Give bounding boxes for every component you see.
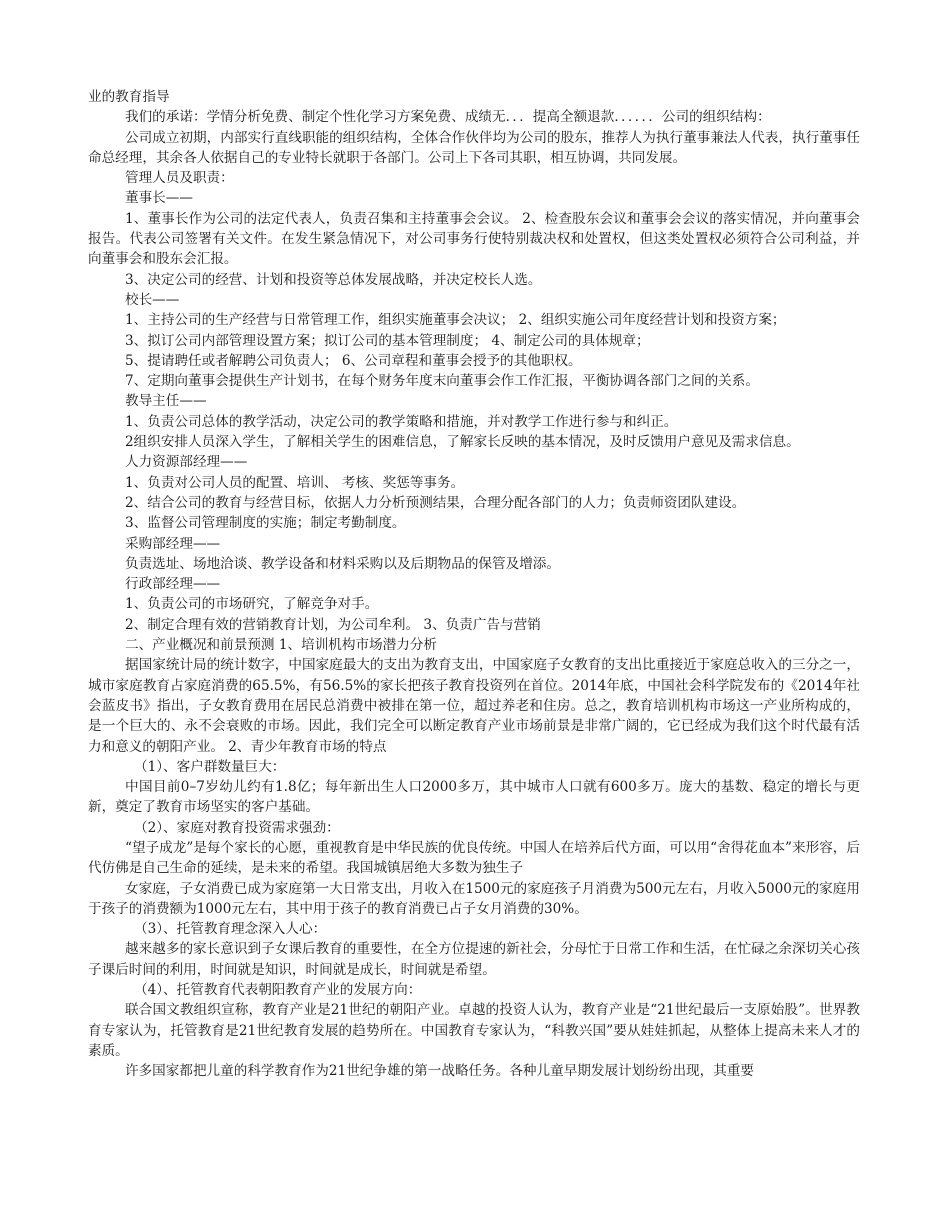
paragraph: 人力资源部经理—— xyxy=(125,454,248,471)
paragraph: 教导主任—— xyxy=(125,393,207,410)
paragraph: 中国目前0–7岁幼儿约有1.8亿；每年新出生人口2000多万，其中城市人口就有600多万。庞大的基数、稳定的增长与更新，奠定了教育市场坚实的客户基础。 xyxy=(88,779,860,816)
paragraph: 公司成立初期，内部实行直线职能的组织结构，全体合作伙伴均为公司的股东，推荐人为执行董事兼法人代表，执行董事任命总经理，其余各人依据自己的专业特长就职于各部门。公司上下各司其职，相互协调，共同发展。 xyxy=(88,129,860,166)
paragraph: “望子成龙”是每个家长的心愿，重视教育是中华民族的优良传统。中国人在培养后代方面，可以用“舍得花血本”来形容，后代仿佛是自己生命的延续，是未来的希望。我国城镇居绝大多数为独生子 xyxy=(88,839,860,877)
paragraph: 7、定期向董事会提供生产计划书，在每个财务年度末向董事会作工作汇报，平衡协调各部门之间的关系。 xyxy=(125,373,759,390)
paragraph: 董事长—— xyxy=(125,190,193,207)
paragraph: 我们的承诺：学情分析免费、制定个性化学习方案免费、成绩无．．．提高全额退款．．．．．．公司的组织结构： xyxy=(125,109,771,126)
paragraph: 行政部经理—— xyxy=(125,576,221,593)
paragraph: 女家庭，子女消费已成为家庭第一大日常支出，月收入在1500元的家庭孩子月消费为500元左右，月收入5000元的家庭用于孩子的消费额为1000元左右，其中用于孩子的教育消费已占子女月消费的30%。 xyxy=(88,880,860,917)
document-body xyxy=(88,87,860,1082)
paragraph: 越来越多的家长意识到子女课后教育的重要性，在全方位提速的新社会，分母忙于日常工作和生活，在忙碌之余深切关心孩子课后时间的利用，时间就是知识，时间就是成长，时间就是希望。 xyxy=(88,941,860,978)
paragraph: （3）、托管教育理念深入人心： xyxy=(134,921,327,938)
paragraph: 业的教育指导 xyxy=(88,89,170,105)
paragraph: 5、提请聘任或者解聘公司负责人； 6、公司章程和董事会授予的其他职权。 xyxy=(125,352,582,369)
paragraph: 许多国家都把儿童的科学教育作为21世纪争雄的第一战略任务。各种儿童早期发展计划纷纷出现，其重要 xyxy=(125,1063,755,1080)
paragraph: 2组织安排人员深入学生，了解相关学生的困难信息，了解家长反映的基本情况，及时反馈用户意见及需求信息。 xyxy=(125,434,800,451)
paragraph: 3、监督公司管理制度的实施；制定考勤制度。 xyxy=(125,515,406,532)
paragraph: 1、负责对公司人员的配置、培训、 考核、奖惩等事务。 xyxy=(125,474,465,491)
paragraph: 2、制定合理有效的营销教育计划，为公司牟利。 3、负责广告与营销 xyxy=(125,616,541,633)
paragraph: 1、董事长作为公司的法定代表人，负责召集和主持董事会会议。 2、检查股东会议和董事会会议的落实情况，并向董事会报告。代表公司签署有关文件。在发生紧急情况下，对公司事务行使特别裁决权和处置权，但这类处置权必须符合公司利益，并向董事会和股东会汇报。 xyxy=(88,210,860,268)
paragraph: 负责选址、场地洽谈、教学设备和材料采购以及后期物品的保管及增添。 xyxy=(125,555,560,572)
paragraph: 二、产业概况和前景预测 1、培训机构市场潜力分析 xyxy=(125,637,438,654)
paragraph: 据国家统计局的统计数字，中国家庭最大的支出为教育支出，中国家庭子女教育的支出比重接近于家庭总收入的三分之一，城市家庭教育占家庭消费的65.5%，有56.5%的家长把孩子教育投资列在首位。2014年底，中国社会科学院发布的《2014年社会蓝皮书》指出，子女教育费用在居民总消费中被排在第一位，超过养老和住房。总之，教育培训机构市场这一产业所构成的，是一个巨大的、永不会衰败的市场。因此，我们完全可以断定教育产业市场前景是非常广阔的，它已经成为我们这个时代最有活力和意义的朝阳产业。 2、青少年教育市场的特点 xyxy=(88,657,860,755)
paragraph: 1、主持公司的生产经营与日常管理工作，组织实施董事会决议； 2、组织实施公司年度经营计划和投资方案； xyxy=(125,312,786,329)
paragraph: 管理人员及职责： xyxy=(125,170,234,187)
paragraph: 1、负责公司总体的教学活动，决定公司的教学策略和措施，并对教学工作进行参与和纠正。 xyxy=(125,413,678,430)
paragraph: （1）、客户群数量巨大： xyxy=(134,758,286,775)
paragraph: 采购部经理—— xyxy=(125,535,221,552)
paragraph: 3、拟订公司内部管理设置方案；拟订公司的基本管理制度； 4、制定公司的具体规章； xyxy=(125,332,650,349)
paragraph: （4）、托管教育代表朝阳教育产业的发展方向： xyxy=(134,982,422,999)
paragraph: 3、决定公司的经营、计划和投资等总体发展战略，并决定校长人选。 xyxy=(125,271,542,288)
paragraph: 2、结合公司的教育与经营目标，依据人力分析预测结果，合理分配各部门的人力；负责师资团队建设。 xyxy=(125,494,746,511)
paragraph: 1、负责公司的市场研究，了解竞争对手。 xyxy=(125,596,379,613)
paragraph: 校长—— xyxy=(125,291,180,308)
paragraph: （2）、家庭对教育投资需求强劲： xyxy=(134,819,340,836)
paragraph: 联合国文教组织宣称，教育产业是21世纪的朝阳产业。卓越的投资人认为，教育产业是“21世纪最后一支原始股”。世界教育专家认为，托管教育是21世纪教育发展的趋势所在。中国教育专家认为，“科教兴国”要从娃娃抓起，从整体上提高未来人才的素质。 xyxy=(88,1002,860,1059)
